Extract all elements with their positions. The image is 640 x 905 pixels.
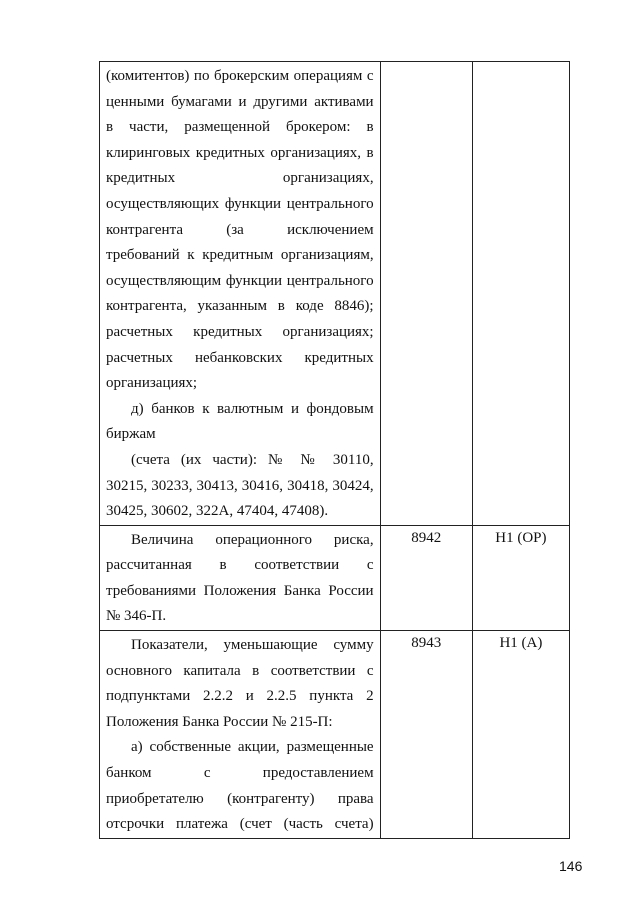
text-line: требованиями Положения Банка России — [106, 582, 374, 599]
text-line: 30425, 30602, 322А, 47404, 47408). — [106, 503, 329, 520]
text-line: а) собственные акции, размещенные — [131, 739, 374, 756]
text-line: Величина операционного риска, — [131, 531, 374, 548]
description-cell — [100, 525, 381, 630]
text-line: контрагента, указанным в коде 8846); — [106, 298, 374, 315]
text-line: приобретателю (контрагенту) права — [106, 790, 374, 807]
norm-cell: Н1 (ОР) — [472, 525, 569, 630]
table-row — [100, 525, 570, 630]
text-line: контрагента (за исключением — [106, 221, 374, 238]
table-row — [100, 631, 570, 839]
description-cell — [100, 631, 381, 839]
text-line: осуществляющим функции центрального — [106, 272, 374, 289]
text-line: кредитных организациях, — [106, 170, 374, 187]
text-line: 30215, 30233, 30413, 30416, 30418, 30424, — [106, 477, 374, 494]
text-line: Показатели, уменьшающие сумму — [131, 637, 374, 654]
text-line: отсрочки платежа (счет (часть счета) — [106, 816, 374, 833]
text-line: д) банков к валютным и фондовым — [131, 400, 374, 417]
text-line: банком с предоставлением — [106, 765, 374, 782]
table-row — [100, 62, 570, 526]
text-line: (комитентов) по брокерским операциям с — [106, 68, 374, 84]
text-line: Положения Банка России № 215-П: — [106, 713, 333, 730]
text-line: расчетных небанковских кредитных — [106, 349, 374, 366]
page-number: 146 — [559, 858, 583, 874]
code-cell: 8942 — [380, 525, 472, 630]
text-line: основного капитала в соответствии с — [106, 662, 374, 679]
norm-cell — [472, 62, 569, 526]
text-line: рассчитанная в соответствии с — [106, 557, 374, 574]
code-cell: 8943 — [380, 631, 472, 839]
code-cell — [380, 62, 472, 526]
text-line: требований к кредитным организациям, — [106, 247, 374, 264]
text-line: в части, размещенной брокером: в — [106, 119, 374, 136]
text-line: клиринговых кредитных организациях, в — [106, 144, 374, 161]
text-line: № 346-П. — [106, 608, 167, 625]
text-line: подпунктами 2.2.2 и 2.2.5 пункта 2 — [106, 688, 374, 705]
text-line: осуществляющих функции центрального — [106, 195, 374, 212]
report-table — [99, 61, 570, 839]
description-cell — [100, 62, 381, 526]
text-line: (счета (их части): № № 30110, — [131, 451, 374, 468]
text-line: биржам — [106, 426, 156, 443]
text-line: организациях; — [106, 375, 198, 392]
text-line: ценными бумагами и другими активами — [106, 93, 374, 110]
norm-cell: Н1 (А) — [472, 631, 569, 839]
text-line: расчетных кредитных организациях; — [106, 323, 374, 340]
